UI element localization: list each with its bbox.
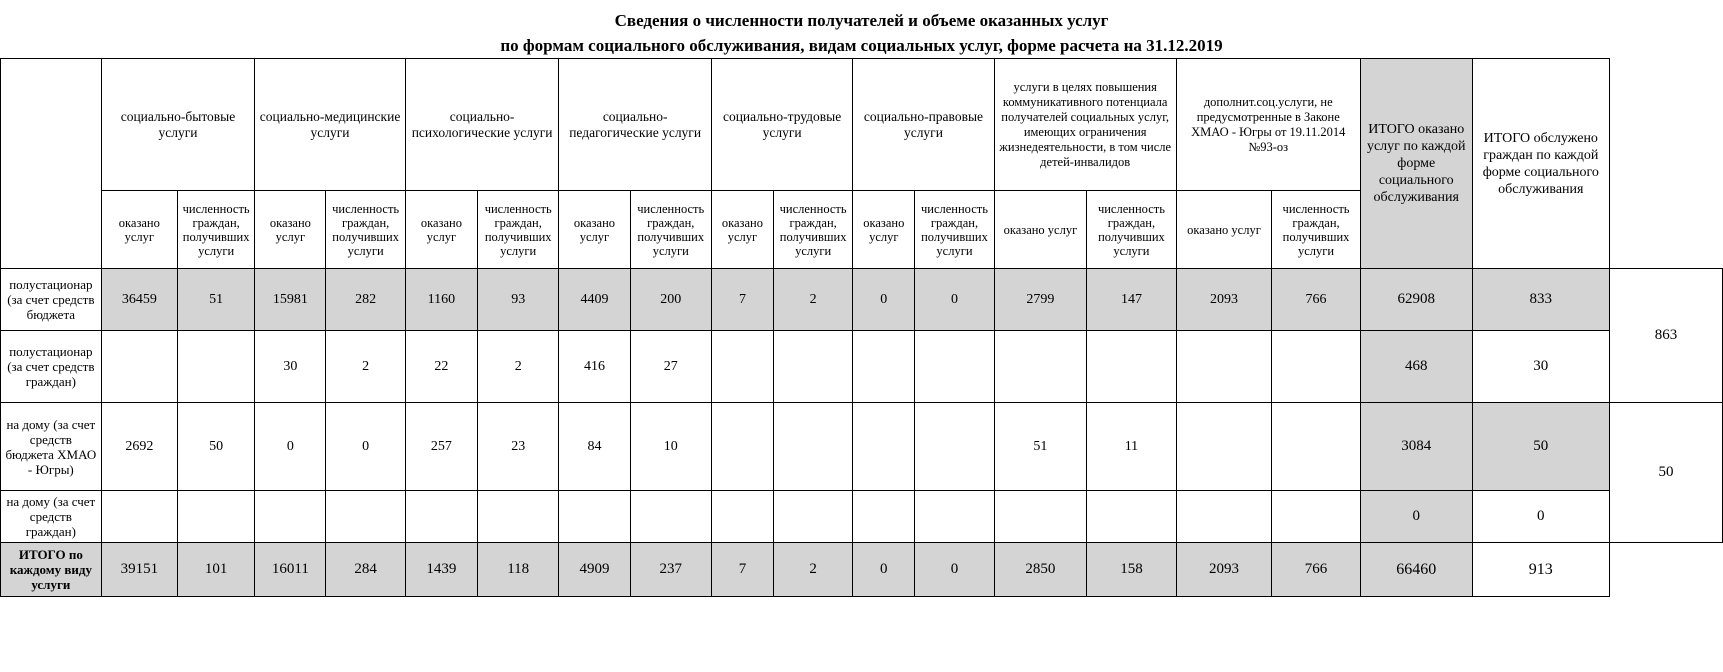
cell-r2-c13: 11 <box>1087 403 1177 491</box>
cell-r2-c8 <box>711 403 773 491</box>
cell-total-c8: 7 <box>711 543 773 597</box>
cell-total-c9: 2 <box>773 543 852 597</box>
cell-r0-c12: 2799 <box>994 269 1087 331</box>
cell-r2-c15 <box>1272 403 1360 491</box>
cell-r1-c15 <box>1272 331 1360 403</box>
cell-r1-c4: 22 <box>405 331 477 403</box>
row-label-at-home-budget: на дому (за счет средств бюджета ХМАО - Югры) <box>1 403 102 491</box>
row-label-semi-stationary-budget: полустационар (за счет средств бюджета <box>1 269 102 331</box>
cell-r0-c14: 2093 <box>1176 269 1272 331</box>
cell-r0-c9: 2 <box>773 269 852 331</box>
cell-r0-c4: 1160 <box>405 269 477 331</box>
table-row <box>1 491 1723 543</box>
cell-total-c13: 158 <box>1087 543 1177 597</box>
cell-r2-c14 <box>1176 403 1272 491</box>
cell-r0-c5: 93 <box>478 269 559 331</box>
header-total-services: ИТОГО оказано услуг по каждой форме социального обслуживания <box>1360 59 1472 269</box>
subheader-citizens-1: численность граждан, получивших услуги <box>177 191 254 269</box>
subheader-citizens-3: численность граждан, получивших услуги <box>478 191 559 269</box>
row-label-at-home-citizens: на дому (за счет средств граждан) <box>1 491 102 543</box>
cell-r1-c3: 2 <box>326 331 405 403</box>
cell-r3-c15 <box>1272 491 1360 543</box>
cell-r0-c1: 51 <box>177 269 254 331</box>
cell-r0-c10: 0 <box>853 269 915 331</box>
cell-r0-c6: 4409 <box>559 269 630 331</box>
group-header-socialno-medicinskie: социально-медицинские услуги <box>255 59 406 191</box>
cell-r1-c5: 2 <box>478 331 559 403</box>
cell-total-c7: 237 <box>630 543 711 597</box>
cell-r1-c14 <box>1176 331 1272 403</box>
group-header-socialno-trudovye: социально-трудовые услуги <box>711 59 852 191</box>
merged-total-at-home: 50 <box>1609 403 1722 543</box>
subheader-services-3: оказано услуг <box>405 191 477 269</box>
cell-total-c14: 2093 <box>1176 543 1272 597</box>
cell-r2-c2: 0 <box>255 403 326 491</box>
cell-r3-c5 <box>478 491 559 543</box>
statistics-table <box>0 58 1723 597</box>
cell-total-c11: 0 <box>915 543 994 597</box>
title-line-1: Сведения о численности получателей и объеме оказанных услуг <box>614 11 1109 30</box>
cell-r2-c5: 23 <box>478 403 559 491</box>
group-header-socialno-pedagogicheskie: социально-педагогические услуги <box>559 59 712 191</box>
cell-r2-c12: 51 <box>994 403 1087 491</box>
cell-total-c6: 4909 <box>559 543 630 597</box>
row-label-semi-stationary-citizens: полустационар (за счет средств граждан) <box>1 331 102 403</box>
cell-r1-c9 <box>773 331 852 403</box>
cell-r0-total-citizens: 833 <box>1472 269 1609 331</box>
cell-r3-c13 <box>1087 491 1177 543</box>
table-row <box>1 403 1723 491</box>
subheader-services-8: оказано услуг <box>1176 191 1272 269</box>
cell-r0-c2: 15981 <box>255 269 326 331</box>
cell-r0-c7: 200 <box>630 269 711 331</box>
cell-total-total-services: 66460 <box>1360 543 1472 597</box>
group-header-dopolnit-soc-uslugi: дополнит.соц.услуги, не предусмотренные в Законе ХМАО - Югры от 19.11.2014 №93-оз <box>1176 59 1360 191</box>
cell-r3-c4 <box>405 491 477 543</box>
subheader-citizens-5: численность граждан, получивших услуги <box>773 191 852 269</box>
cell-r3-c2 <box>255 491 326 543</box>
cell-r0-c8: 7 <box>711 269 773 331</box>
cell-r1-total-citizens: 30 <box>1472 331 1609 403</box>
table-row <box>1 331 1723 403</box>
cell-total-c1: 101 <box>177 543 254 597</box>
cell-total-c15: 766 <box>1272 543 1360 597</box>
page-title <box>0 0 1723 58</box>
cell-r2-c11 <box>915 403 994 491</box>
table-row <box>1 269 1723 331</box>
cell-total-c3: 284 <box>326 543 405 597</box>
cell-r0-c0: 36459 <box>101 269 177 331</box>
cell-total-c10: 0 <box>853 543 915 597</box>
cell-r3-c10 <box>853 491 915 543</box>
group-header-socialno-pravovye: социально-правовые услуги <box>853 59 994 191</box>
subheader-services-2: оказано услуг <box>255 191 326 269</box>
cell-r2-c1: 50 <box>177 403 254 491</box>
cell-r2-total-services: 3084 <box>1360 403 1472 491</box>
merged-total-semi-stationary: 863 <box>1609 269 1722 403</box>
cell-r0-total-services: 62908 <box>1360 269 1472 331</box>
subheader-citizens-8: численность граждан, получивших услуги <box>1272 191 1360 269</box>
group-header-socialno-psihologicheskie: социально-психологические услуги <box>405 59 559 191</box>
cell-r1-c10 <box>853 331 915 403</box>
cell-r1-c6: 416 <box>559 331 630 403</box>
cell-r0-c15: 766 <box>1272 269 1360 331</box>
header-total-citizens: ИТОГО обслужено граждан по каждой форме социального обслуживания <box>1472 59 1609 269</box>
cell-total-c12: 2850 <box>994 543 1087 597</box>
cell-r2-c7: 10 <box>630 403 711 491</box>
subheader-services-1: оказано услуг <box>101 191 177 269</box>
subheader-services-6: оказано услуг <box>853 191 915 269</box>
cell-r2-c9 <box>773 403 852 491</box>
cell-r2-c3: 0 <box>326 403 405 491</box>
cell-r2-c4: 257 <box>405 403 477 491</box>
table-footer-row <box>1 543 1723 597</box>
cell-total-c0: 39151 <box>101 543 177 597</box>
subheader-services-4: оказано услуг <box>559 191 630 269</box>
header-merged-spacer <box>1609 59 1722 269</box>
group-header-kommunikativnyj-potencial: услуги в целях повышения коммуникативного потенциала получателей социальных услуг, имеющих ограничения жизнедеятельности, в том числе детей-инвалидов <box>994 59 1176 191</box>
title-line-2: по формам социального обслуживания, видам социальных услуг, форме расчета на 31.12.2019 <box>500 36 1223 55</box>
cell-r3-c6 <box>559 491 630 543</box>
subheader-services-7: оказано услуг <box>994 191 1087 269</box>
cell-r3-c1 <box>177 491 254 543</box>
cell-total-c4: 1439 <box>405 543 477 597</box>
subheader-citizens-7: численность граждан, получивших услуги <box>1087 191 1177 269</box>
cell-r1-c11 <box>915 331 994 403</box>
cell-r2-c6: 84 <box>559 403 630 491</box>
cell-r3-c11 <box>915 491 994 543</box>
row-label-total-by-service: ИТОГО по каждому виду услуги <box>1 543 102 597</box>
cell-r3-c8 <box>711 491 773 543</box>
subheader-citizens-4: численность граждан, получивших услуги <box>630 191 711 269</box>
cell-r1-c8 <box>711 331 773 403</box>
cell-r3-total-services: 0 <box>1360 491 1472 543</box>
cell-r3-c9 <box>773 491 852 543</box>
cell-r3-c7 <box>630 491 711 543</box>
cell-r1-total-services: 468 <box>1360 331 1472 403</box>
cell-r3-c12 <box>994 491 1087 543</box>
cell-total-c5: 118 <box>478 543 559 597</box>
header-group-row <box>1 59 1723 191</box>
cell-r1-c7: 27 <box>630 331 711 403</box>
cell-r3-c0 <box>101 491 177 543</box>
cell-r1-c1 <box>177 331 254 403</box>
cell-r0-c11: 0 <box>915 269 994 331</box>
cell-r0-c3: 282 <box>326 269 405 331</box>
cell-r1-c13 <box>1087 331 1177 403</box>
cell-r1-c12 <box>994 331 1087 403</box>
cell-r3-c3 <box>326 491 405 543</box>
group-header-socialno-bytovye: социально-бытовые услуги <box>101 59 255 191</box>
subheader-citizens-2: численность граждан, получивших услуги <box>326 191 405 269</box>
cell-r1-c0 <box>101 331 177 403</box>
cell-r0-c13: 147 <box>1087 269 1177 331</box>
footer-merged-spacer <box>1609 543 1722 597</box>
cell-total-c2: 16011 <box>255 543 326 597</box>
cell-r2-total-citizens: 50 <box>1472 403 1609 491</box>
cell-r1-c2: 30 <box>255 331 326 403</box>
subheader-services-5: оказано услуг <box>711 191 773 269</box>
cell-r3-c14 <box>1176 491 1272 543</box>
cell-total-total-citizens: 913 <box>1472 543 1609 597</box>
corner-cell <box>1 59 102 269</box>
cell-r2-c10 <box>853 403 915 491</box>
cell-r3-total-citizens: 0 <box>1472 491 1609 543</box>
cell-r2-c0: 2692 <box>101 403 177 491</box>
subheader-citizens-6: численность граждан, получивших услуги <box>915 191 994 269</box>
